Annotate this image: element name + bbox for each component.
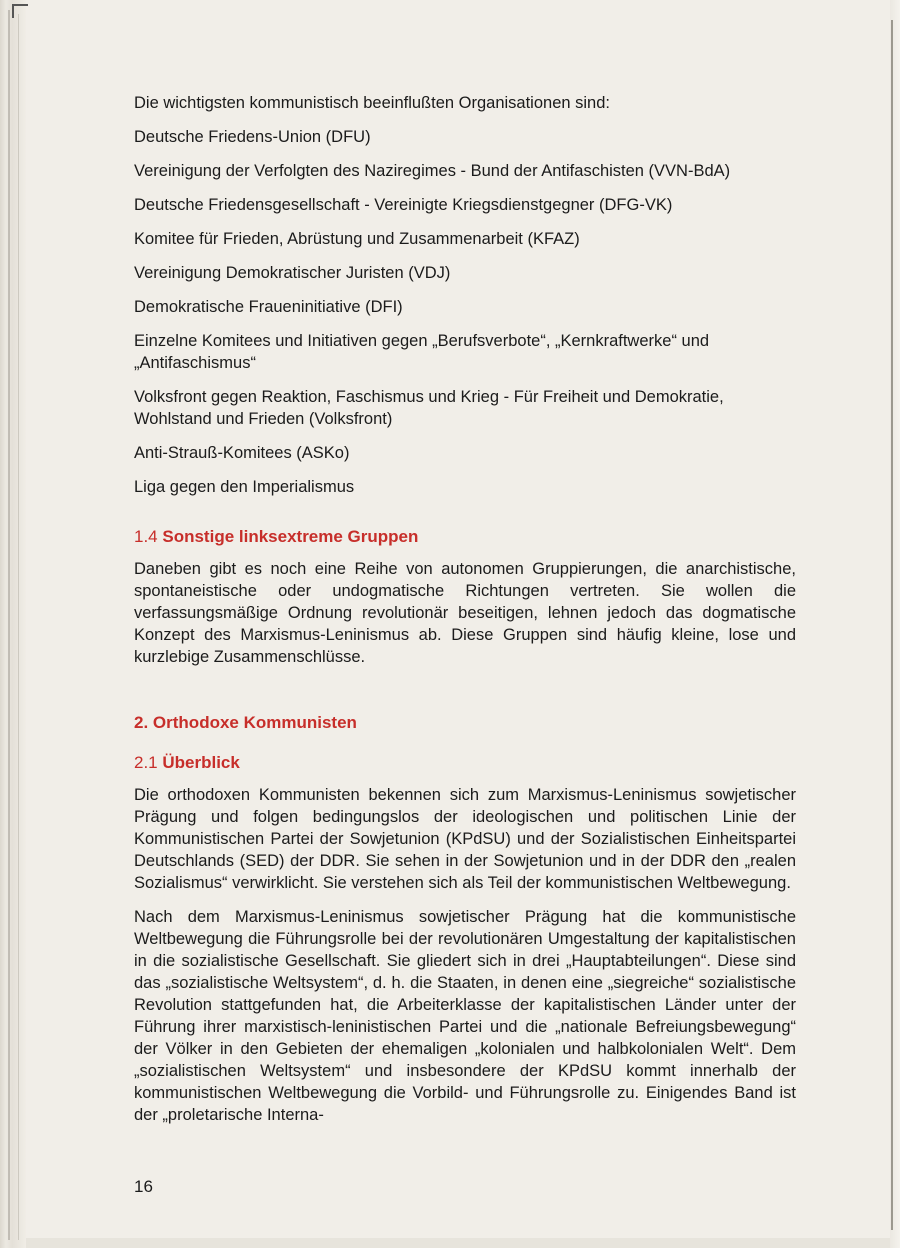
org-item: Vereinigung der Verfolgten des Naziregimes - Bund der Antifaschisten (VVN-BdA) — [134, 162, 731, 180]
section-2-1-paragraph-2: Nach dem Marxismus-Leninismus sowjetischer Prägung hat die kommunistische Weltbewegung die Führungsrolle bei der revolutionären Umgestaltung der kapitalistischen in die sozialistische Gesellschaft. Sie gliedert sich in drei „Hauptabteilungen“. Diese sind das „sozialistische Weltsystem“, d. h. die Staaten, in denen eine „siegreiche“ sozialistische Revolution stattgefunden hat, die Arbeiterklasse der kapitalistischen Länder unter der Führung ihrer marxistisch-leninistischen Partei und die „nationale Befreiungsbewegung“ der Völker in den Gebieten der ehemaligen „kolonialen und halbkolonialen Welt“. Dem „sozialistischen Weltsystem“ und insbesondere der KPdSU kommt innerhalb der kommunistischen Weltbewegung die Vorbild- und Führungsrolle zu. Einigendes Band ist der „proletarische Interna- — [134, 908, 796, 1124]
section-title: Überblick — [162, 753, 240, 772]
section-title: Sonstige linksextreme Gruppen — [162, 527, 419, 546]
org-item: Volksfront gegen Reaktion, Faschismus und Krieg - Für Freiheit und Demokratie, Wohlstand und Frieden (Volksfront) — [134, 388, 724, 428]
org-item: Deutsche Friedens-Union (DFU) — [134, 128, 371, 146]
section-number: 2.1 — [134, 753, 158, 772]
org-item: Komitee für Frieden, Abrüstung und Zusammenarbeit (KFAZ) — [134, 230, 580, 248]
page-right-edge — [890, 0, 900, 1248]
section-1-4-text: Daneben gibt es noch eine Reihe von autonomen Gruppierungen, die anarchistische, spontaneistische oder undogmatische Richtungen vertreten. Sie wollen die verfassungsmäßige Ordnung revolutionär beseitigen, lehnen jedoch das dogmatische Konzept des Marxismus-Leninismus ab. Diese Gruppen sind häufig kleine, lose und kurzlebige Zusammenschlüsse. — [134, 560, 796, 666]
section-title: Orthodoxe Kommunisten — [152, 713, 357, 732]
binding-edge — [0, 0, 26, 1248]
section-heading-1-4 — [134, 526, 796, 548]
corner-mark — [12, 4, 28, 18]
page-content — [134, 92, 796, 1126]
org-item: Vereinigung Demokratischer Juristen (VDJ) — [134, 264, 451, 282]
org-item: Anti-Strauß-Komitees (ASKo) — [134, 444, 350, 462]
section-heading-2 — [134, 712, 796, 734]
section-2-1-paragraph-1: Die orthodoxen Kommunisten bekennen sich zum Marxismus-Leninismus sowjetischer Prägung und folgen bedingungslos der ideologischen und politischen Linie der Kommunistischen Partei der Sowjetunion (KPdSU) und der Sozialistischen Einheitspartei Deutschlands (SED) der DDR. Sie sehen in der Sowjetunion und in der DDR den „realen Sozialismus“ verwirklicht. Sie verstehen sich als Teil der kommunistischen Weltbewegung. — [134, 786, 796, 892]
org-item: Einzelne Komitees und Initiativen gegen „Berufsverbote“, „Kernkraftwerke“ und „Antifaschismus“ — [134, 332, 710, 372]
org-item: Deutsche Friedensgesellschaft - Vereinigte Kriegsdienstgegner (DFG-VK) — [134, 196, 673, 214]
intro-line: Die wichtigsten kommunistisch beeinflußten Organisationen sind: — [134, 94, 610, 112]
section-number: 1.4 — [134, 527, 158, 546]
org-item: Demokratische Fraueninitiative (DFI) — [134, 298, 403, 316]
page-bottom-edge — [26, 1238, 890, 1248]
org-item: Liga gegen den Imperialismus — [134, 478, 355, 496]
section-number: 2. — [134, 713, 149, 732]
section-heading-2-1 — [134, 752, 796, 774]
page-number: 16 — [134, 1177, 153, 1196]
